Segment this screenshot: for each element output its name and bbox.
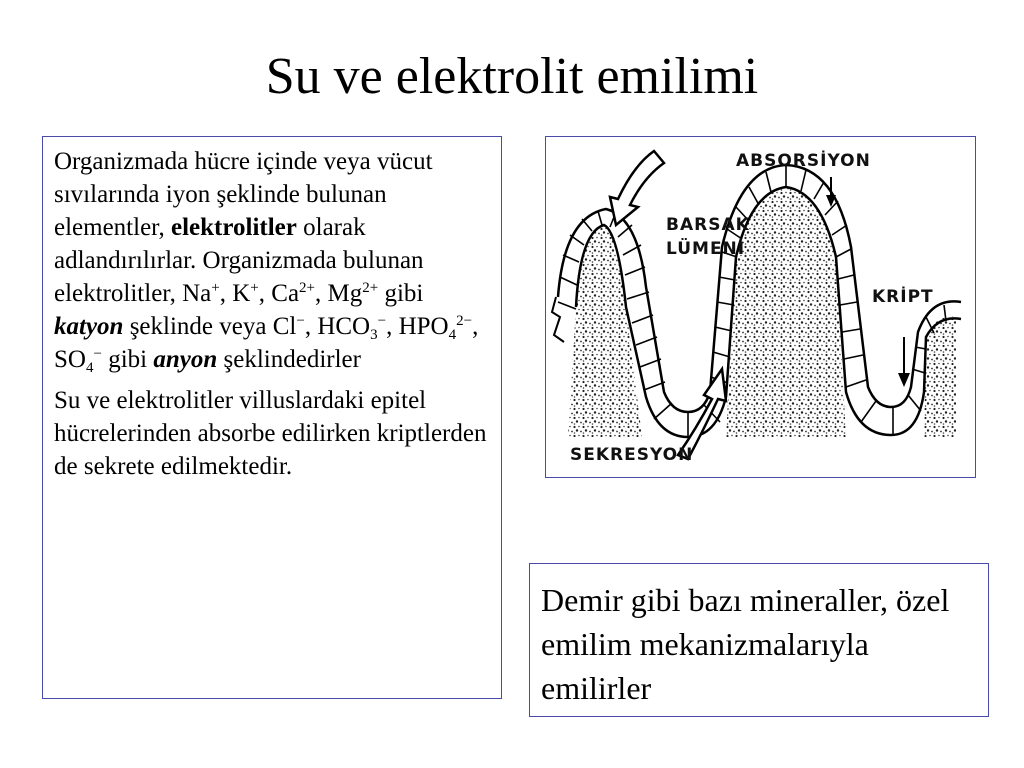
cation-tail-text: şeklinde veya Cl: [123, 313, 297, 340]
slide-title: Su ve elektrolit emilimi: [265, 48, 759, 105]
minerals-note-text: Demir gibi bazı mineraller, özel emilim mekanizmalarıyla emilirler: [541, 582, 950, 706]
label-lumen-line1: BARSAK: [666, 215, 750, 235]
absorption-arrow-icon: [610, 151, 664, 225]
absorption-secretion-paragraph: Su ve elektrolitler villuslardaki epitel hücrelerinden absorbe edilirken kriptlerden de sekrete edilmektedir.: [54, 387, 487, 480]
label-lumen-line2: LÜMENİ: [666, 239, 746, 259]
hco-text: , HCO: [304, 313, 371, 340]
k-charge: +: [250, 280, 259, 296]
cl-charge: −: [296, 313, 305, 329]
term-anion: anyon: [153, 346, 218, 373]
hpo-subscript: 4: [448, 327, 457, 343]
hpo-text: , HPO: [386, 313, 449, 340]
intro-text: Organizmada hücre içinde veya vücut sıvılarında iyon şeklinde bulunan elementler,: [54, 148, 433, 241]
hco-subscript: 3: [370, 327, 378, 343]
minerals-note-box: [529, 563, 989, 717]
k-text: , K: [219, 280, 251, 307]
naming-text: olarak adlandırılırlar. Organizmada bulunan elektrolitler, Na: [54, 214, 424, 307]
anion-tail-text: şeklindedirler: [217, 346, 361, 373]
electrolytes-text-box: [42, 136, 502, 699]
na-charge: +: [211, 280, 220, 296]
villus-diagram: [546, 137, 975, 477]
ca-charge: 2+: [299, 280, 316, 296]
so-subscript: 4: [85, 360, 94, 376]
mg-text: , Mg: [315, 280, 363, 307]
term-cation: katyon: [54, 313, 124, 340]
villus-crypt-figure: [545, 136, 976, 478]
label-crypt: KRİPT: [872, 287, 934, 307]
label-absorption: ABSORSİYON: [736, 151, 871, 171]
gibi-text-1: gibi: [378, 280, 424, 307]
ca-text: , Ca: [258, 280, 300, 307]
so-text: , SO: [54, 313, 479, 373]
term-electrolytes: elektrolitler: [171, 214, 297, 241]
hco-charge: −: [377, 313, 387, 329]
mg-charge: 2+: [362, 280, 379, 296]
so-charge: −: [93, 346, 102, 362]
gibi-text-2: gibi: [101, 346, 154, 373]
electrolytes-definition-paragraph: [54, 145, 491, 376]
label-secretion: SEKRESYON: [570, 445, 694, 465]
hpo-charge: 2−: [456, 313, 473, 329]
